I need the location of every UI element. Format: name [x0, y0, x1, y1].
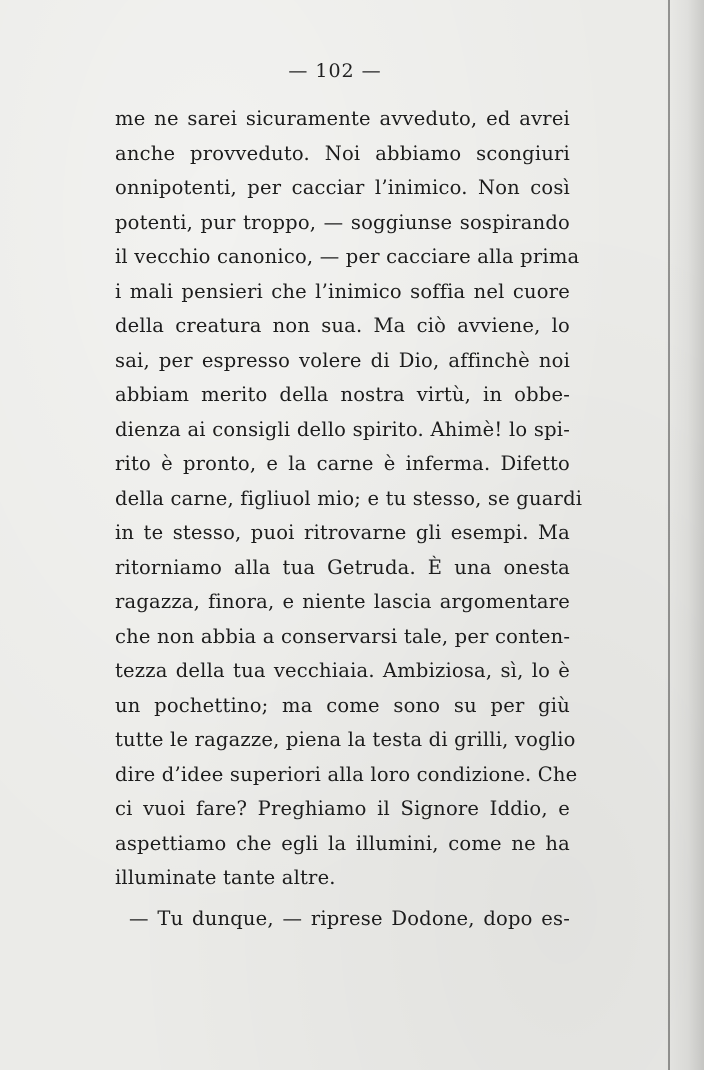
text-line: tutte le ragazze, piena la testa di grilli, voglio	[115, 728, 576, 751]
text-line: ci vuoi fare? Preghiamo il Signore Iddio, e	[115, 797, 570, 820]
text-line: in te stesso, puoi ritrovarne gli esempi. Ma	[115, 521, 570, 544]
paragraph	[115, 102, 583, 896]
text-line: — Tu dunque, — riprese Dodone, dopo es-	[129, 906, 570, 930]
text-line: il vecchio canonico, — per cacciare alla prima	[115, 245, 580, 268]
page-edge-line	[668, 0, 670, 1070]
text-line: tezza della tua vecchiaia. Ambiziosa, sì, lo è	[115, 659, 570, 682]
text-line: me ne sarei sicuramente avveduto, ed avrei	[115, 107, 570, 130]
body-text	[115, 102, 583, 936]
text-line: un pochettino; ma come sono su per giù	[115, 693, 570, 717]
paragraph	[115, 902, 570, 937]
text-line: potenti, pur troppo, — soggiunse sospirando	[115, 210, 570, 234]
text-line: onnipotenti, per cacciar l’inimico. Non così	[115, 176, 570, 199]
text-line: anche provveduto. Noi abbiamo scongiuri	[115, 141, 570, 165]
text-line: sai, per espresso volere di Dio, affinchè noi	[115, 348, 570, 372]
text-line: rito è pronto, e la carne è inferma. Difetto	[115, 452, 570, 475]
text-line: abbiam merito della nostra virtù, in obbe-	[115, 383, 570, 406]
text-line: ritorniamo alla tua Getruda. È una onesta	[115, 555, 570, 579]
text-line: aspettiamo che egli la illumini, come ne ha	[115, 831, 570, 855]
text-line: illuminate tante altre.	[115, 866, 336, 889]
text-line: ragazza, finora, e niente lascia argomentare	[115, 590, 570, 613]
text-line: che non abbia a conservarsi tale, per conten-	[115, 624, 571, 648]
text-line: dienza ai consigli dello spirito. Ahimè! lo spi-	[115, 417, 570, 441]
text-line: della carne, figliuol mio; e tu stesso, se guardi	[115, 486, 583, 510]
text-line: dire d’idee superiori alla loro condizione. Che	[115, 762, 578, 786]
page-edge-shadow	[664, 0, 704, 1070]
text-line: i mali pensieri che l’inimico soffia nel cuore	[115, 279, 570, 303]
page-number: — 102 —	[288, 60, 382, 82]
text-line: della creatura non sua. Ma ciò avviene, lo	[115, 314, 570, 337]
